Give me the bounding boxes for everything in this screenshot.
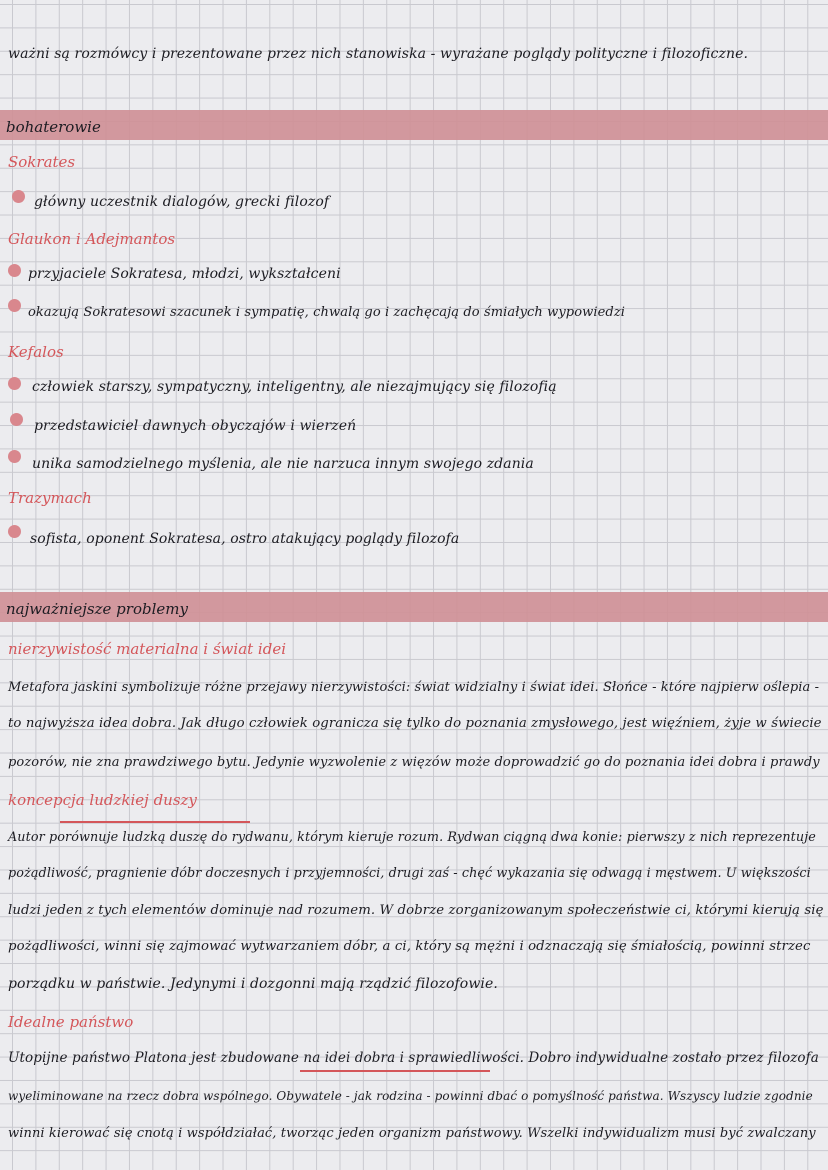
hero-bullet-text: okazują Sokratesowi szacunek i sympatię, chwalą go i zachęcają do śmiałych wypowiedzi (28, 305, 626, 320)
paragraph-line: porządku w państwie. Jedynymi i dozgonni mają rządzić filozofowie. (8, 976, 498, 992)
paragraph-line: pozorów, nie zna prawdziwego bytu. Jedynie wyzwolenie z więzów może doprowadzić go do poznania idei dobra i prawdy (8, 755, 820, 770)
intro-line: ważni są rozmówcy i prezentowane przez nich stanowiska - wyrażane poglądy polityczne i filozoficzne. (8, 46, 749, 62)
paragraph-line: winni kierować się cnotą i współdziałać, tworząc jeden organizm państwowy. Wszelki indywidualizm musi być zwalczany (8, 1126, 816, 1141)
bullet-dot (8, 264, 21, 277)
problem-title-soul: koncepcja ludzkiej duszy (8, 791, 197, 809)
red-underline (60, 821, 250, 823)
bullet-dot (8, 299, 21, 312)
hero-bullet-text: główny uczestnik dialogów, grecki filozof (34, 194, 330, 210)
hero-name-glaukon: Glaukon i Adejmantos (8, 230, 176, 248)
hero-name-kefalos: Kefalos (8, 343, 64, 361)
hero-bullet-text: unika samodzielnego myślenia, ale nie narzuca innym swojego zdania (32, 456, 534, 472)
problem-title-state: Idealne państwo (8, 1013, 134, 1031)
section-header-problems: najważniejsze problemy (6, 600, 188, 618)
bullet-dot (8, 450, 21, 463)
bullet-dot (8, 525, 21, 538)
section-header-heroes: bohaterowie (6, 118, 101, 136)
hero-bullet-text: przedstawiciel dawnych obyczajów i wierzeń (34, 418, 357, 434)
section-band-heroes (0, 110, 828, 140)
bullet-dot (10, 413, 23, 426)
red-underline (300, 1070, 490, 1072)
paragraph-line: pożądliwość, pragnienie dóbr doczesnych i przyjemności, drugi zaś - chęć wykazania się odwagą i męstwem. U większości (8, 866, 811, 881)
paragraph-line: to najwyższa idea dobra. Jak długo człowiek ogranicza się tylko do poznania zmysłowego, jest więźniem, żyje w świecie (8, 716, 822, 731)
hero-name-trazymach: Trazymach (8, 489, 92, 507)
paragraph-line: Autor porównuje ludzką duszę do rydwanu, którym kieruje rozum. Rydwan ciągną dwa konie: pierwszy z nich reprezentuje (8, 830, 816, 845)
problem-title-unreality: nierzywistość materialna i świat idei (8, 640, 287, 658)
paragraph-line: pożądliwości, winni się zajmować wytwarzaniem dóbr, a ci, który są mężni i odznaczają się śmiałością, powinni strzec (8, 939, 811, 954)
bullet-dot (8, 377, 21, 390)
paragraph-line: wyeliminowane na rzecz dobra wspólnego. Obywatele - jak rodzina - powinni dbać o pomyślność państwa. Wszyscy ludzie zgodnie (8, 1089, 813, 1103)
paragraph-line: Metafora jaskini symbolizuje różne przejawy nierzywistości: świat widzialny i świat idei. Słońce - które najpierw oślepia - (8, 680, 820, 695)
hero-bullet-text: sofista, oponent Sokratesa, ostro atakujący poglądy filozofa (30, 531, 460, 547)
paragraph-line: ludzi jeden z tych elementów dominuje nad rozumem. W dobrze zorganizowanym społeczeństwie ci, którymi kierują się (8, 903, 824, 918)
hero-bullet-text: przyjaciele Sokratesa, młodzi, wykształceni (28, 266, 341, 282)
hero-name-sokrates: Sokrates (8, 153, 76, 171)
bullet-dot (12, 190, 25, 203)
hero-bullet-text: człowiek starszy, sympatyczny, inteligentny, ale niezajmujący się filozofią (32, 379, 557, 395)
paragraph-line: Utopijne państwo Platona jest zbudowane na idei dobra i sprawiedliwości. Dobro indywidualne zostało przez filozofa (8, 1050, 819, 1066)
